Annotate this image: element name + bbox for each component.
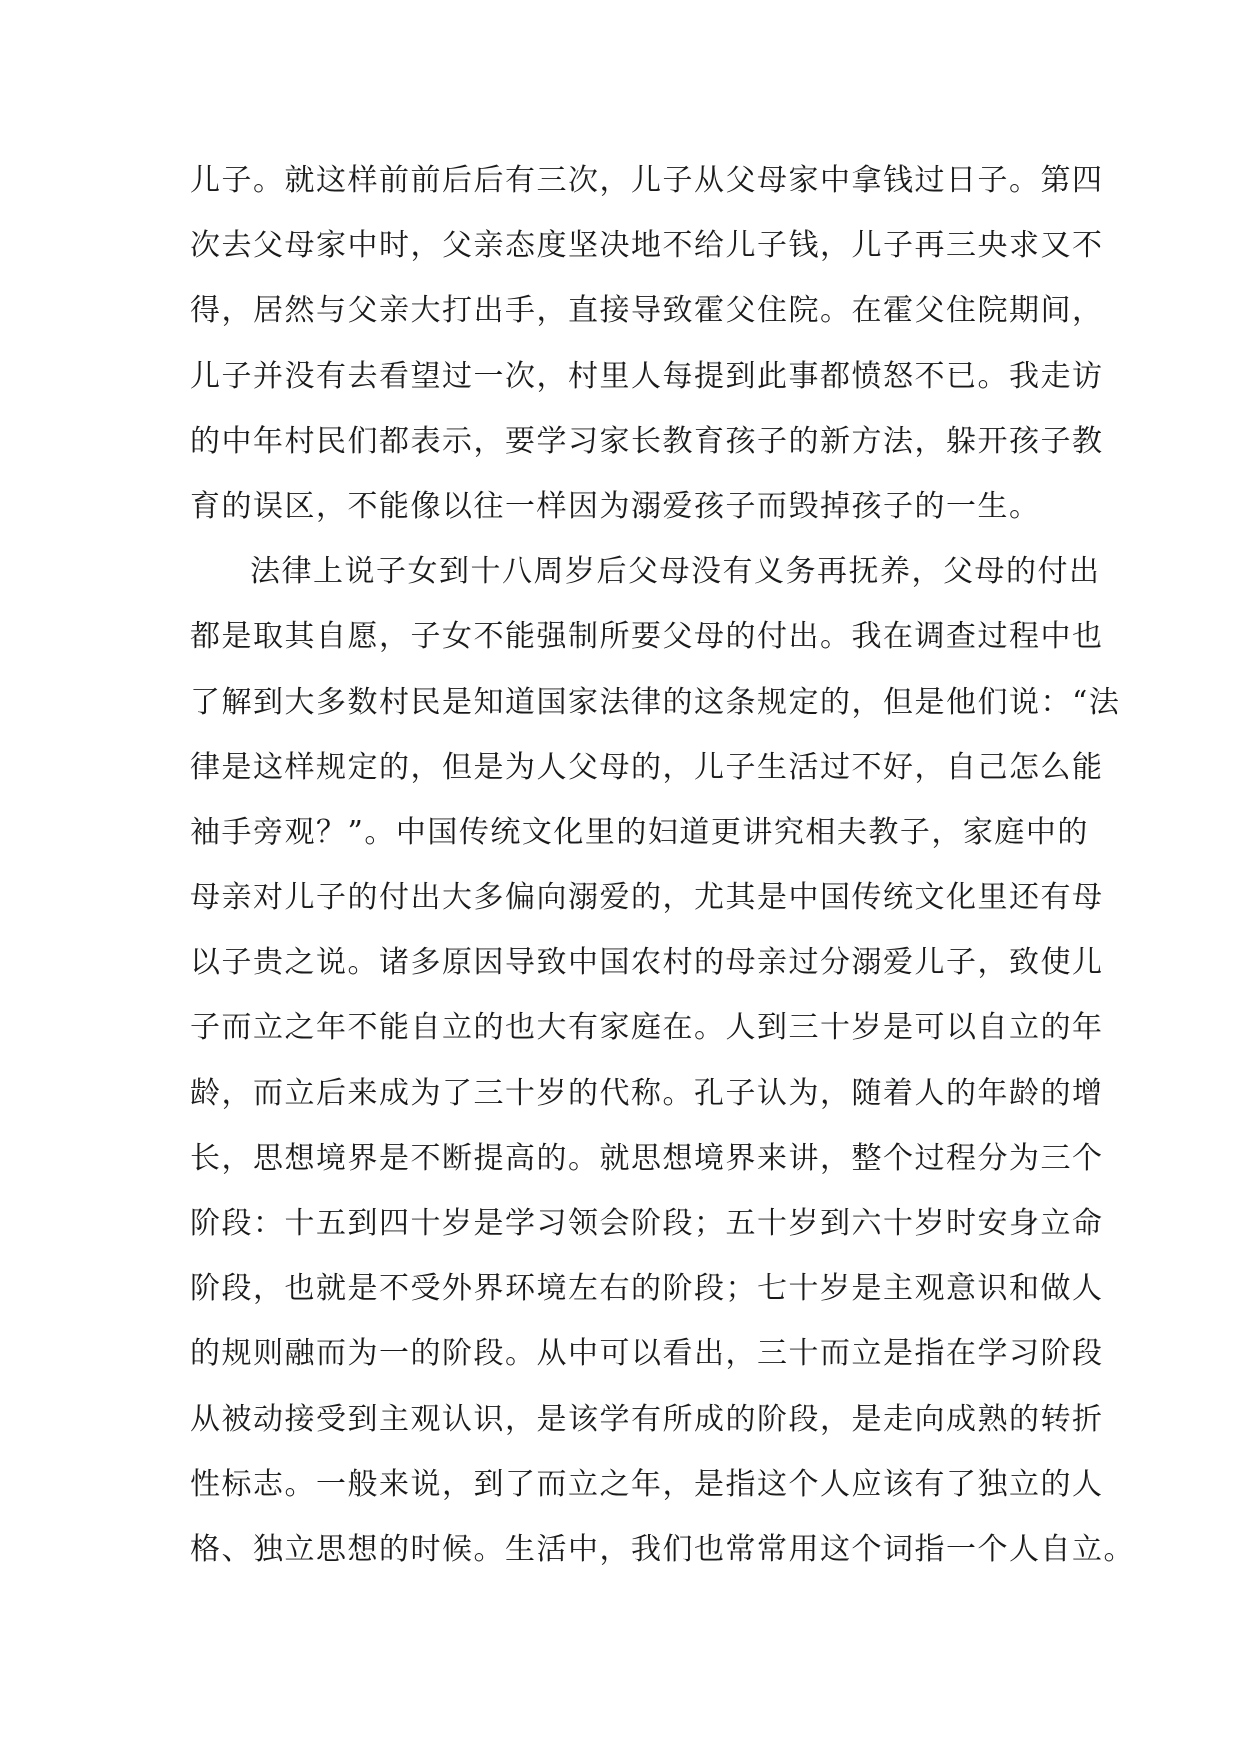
text-line: 阶段：十五到四十岁是学习领会阶段；五十岁到六十岁时安身立命 xyxy=(190,1206,1104,1241)
text-line: 母亲对儿子的付出大多偏向溺爱的，尤其是中国传统文化里还有母 xyxy=(190,880,1104,916)
text-line: 都是取其自愿，子女不能强制所要父母的付出。我在调查过程中也 xyxy=(190,619,1104,655)
text-line: 儿子并没有去看望过一次，村里人每提到此事都愤怒不已。我走访 xyxy=(190,358,1104,394)
text-line: 的规则融而为一的阶段。从中可以看出，三十而立是指在学习阶段 xyxy=(190,1336,1104,1372)
text-line: 子而立之年不能自立的也大有家庭在。人到三十岁是可以自立的年 xyxy=(190,1010,1104,1046)
text-line: 育的误区，不能像以往一样因为溺爱孩子而毁掉孩子的一生。 xyxy=(190,488,1041,524)
text-line: 了解到大多数村民是知道国家法律的这条规定的，但是他们说：“法 xyxy=(190,684,1121,720)
body-text xyxy=(190,148,1135,1582)
text-line: 性标志。一般来说，到了而立之年，是指这个人应该有了独立的人 xyxy=(190,1466,1104,1502)
text-line: 袖手旁观？”。中国传统文化里的妇道更讲究相夫教子，家庭中的 xyxy=(190,814,1089,850)
text-line: 的中年村民们都表示，要学习家长教育孩子的新方法，躲开孩子教 xyxy=(190,423,1104,459)
text-line: 阶段，也就是不受外界环境左右的阶段；七十岁是主观意识和做人 xyxy=(190,1271,1104,1307)
text-line: 儿子。就这样前前后后有三次，儿子从父母家中拿钱过日子。第四 xyxy=(190,163,1104,198)
paragraph-first-line: 法律上说子女到十八周岁后父母没有义务再抚养，父母的付出 xyxy=(250,554,1101,590)
text-line: 龄，而立后来成为了三十岁的代称。孔子认为，随着人的年龄的增 xyxy=(190,1075,1104,1111)
text-line: 次去父母家中时，父亲态度坚决地不给儿子钱，儿子再三央求又不 xyxy=(190,228,1104,264)
text-line: 以子贵之说。诸多原因导致中国农村的母亲过分溺爱儿子，致使儿 xyxy=(190,945,1104,981)
text-line: 从被动接受到主观认识，是该学有所成的阶段，是走向成熟的转折 xyxy=(190,1401,1104,1437)
text-line: 得，居然与父亲大打出手，直接导致霍父住院。在霍父住院期间， xyxy=(190,293,1104,329)
text-line: 长，思想境界是不断提高的。就思想境界来讲，整个过程分为三个 xyxy=(190,1140,1104,1176)
text-line: 律是这样规定的，但是为人父母的，儿子生活过不好，自己怎么能 xyxy=(190,749,1104,785)
text-line: 格、独立思想的时候。生活中，我们也常常用这个词指一个人自立。 xyxy=(190,1531,1135,1567)
